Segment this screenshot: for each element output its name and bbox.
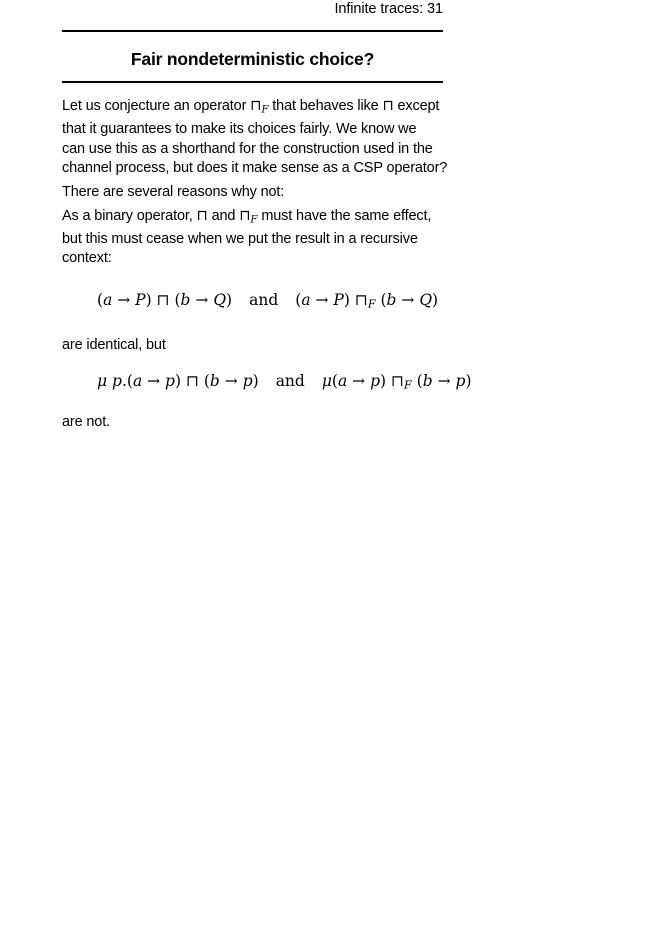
text-segment: ) (252, 372, 259, 391)
text-segment: P (135, 291, 146, 310)
text-segment: b (386, 291, 397, 310)
text-segment: must have the same effect, (257, 207, 432, 224)
text-segment: μ (97, 372, 113, 391)
text-segment: and (275, 372, 305, 391)
text-segment: that it guarantees to make its choices fairly. We know we (62, 120, 417, 137)
text-segment: a (337, 372, 348, 391)
text-segment: p (455, 372, 466, 391)
text-segment: μ (321, 372, 332, 391)
text-segment: .( (121, 372, 133, 391)
text-segment: F (403, 378, 412, 392)
text-segment: ) ⊓ (380, 372, 404, 391)
text-segment: ( (375, 291, 387, 310)
text-segment: a (132, 372, 143, 391)
text-segment: can use this as a shorthand for the construction used in the (62, 140, 433, 157)
text-segment: ) (432, 291, 439, 310)
math-display-recursive-pair (62, 372, 482, 395)
text-segment: Q (419, 291, 433, 310)
text-segment: F (250, 213, 258, 226)
text-segment: ( (295, 291, 302, 310)
text-segment: b (180, 291, 191, 310)
text-segment: → (112, 291, 136, 310)
text-segment: a (103, 291, 113, 310)
text-line (62, 140, 482, 160)
text-segment: Q (213, 291, 227, 310)
math-display-identical-pair (62, 291, 482, 314)
text-segment: context: (62, 250, 112, 267)
text-segment: ) (465, 372, 472, 391)
text-segment: ) (226, 291, 233, 310)
text-segment: that behaves like ⊓ except (268, 98, 440, 114)
paragraph-conjecture-operator (62, 97, 482, 179)
text-segment: and (249, 291, 279, 310)
text-segment: → (219, 372, 243, 391)
text-segment: ( (411, 372, 423, 391)
text-segment: channel process, but does it make sense as a CSP operator? (62, 160, 448, 177)
text-segment: → (432, 372, 456, 391)
page-title: Fair nondeterministic choice? (130, 49, 375, 69)
slide-header-text: Infinite traces: 31 (334, 1, 443, 17)
text-segment: → (310, 291, 334, 310)
text-segment: ) ⊓ ( (174, 372, 210, 391)
paragraph-several-reasons (62, 183, 482, 203)
text-segment: ) ⊓ ( (145, 291, 181, 310)
text-line (62, 207, 482, 230)
bottom-rule-divider (62, 81, 443, 83)
text-segment: → (190, 291, 214, 310)
text-line (62, 159, 482, 179)
text-line (62, 183, 482, 203)
text-segment: → (347, 372, 371, 391)
are-identical-text: are identical, but (62, 337, 166, 354)
text-segment: ( (97, 291, 104, 310)
text-segment: F (261, 103, 269, 116)
are-not-text: are not. (62, 414, 110, 431)
text-line (62, 97, 482, 120)
text-segment: ( (331, 372, 338, 391)
text-line (62, 249, 482, 269)
top-rule-divider (62, 30, 443, 32)
text-segment: → (142, 372, 166, 391)
text-segment: but this must cease when we put the result in a recursive (62, 230, 418, 247)
text-segment: p (165, 372, 175, 391)
text-segment: P (333, 291, 344, 310)
text-segment: → (396, 291, 420, 310)
text-segment: As a binary operator, ⊓ and ⊓ (62, 207, 251, 224)
slide-body (62, 97, 482, 433)
text-segment: ) ⊓ (343, 291, 368, 310)
text-segment: F (367, 297, 376, 311)
text-segment: Let us conjecture an operator ⊓ (62, 98, 262, 114)
text-line (62, 120, 482, 140)
text-line (62, 230, 482, 250)
text-segment: p (112, 372, 122, 391)
paragraph-binary-operator (62, 207, 482, 269)
text-segment: p (370, 372, 381, 391)
text-segment: p (242, 372, 253, 391)
text-segment: a (301, 291, 311, 310)
text-segment: b (209, 372, 220, 391)
text-segment: b (422, 372, 433, 391)
text-segment: There are several reasons why not: (62, 184, 285, 201)
